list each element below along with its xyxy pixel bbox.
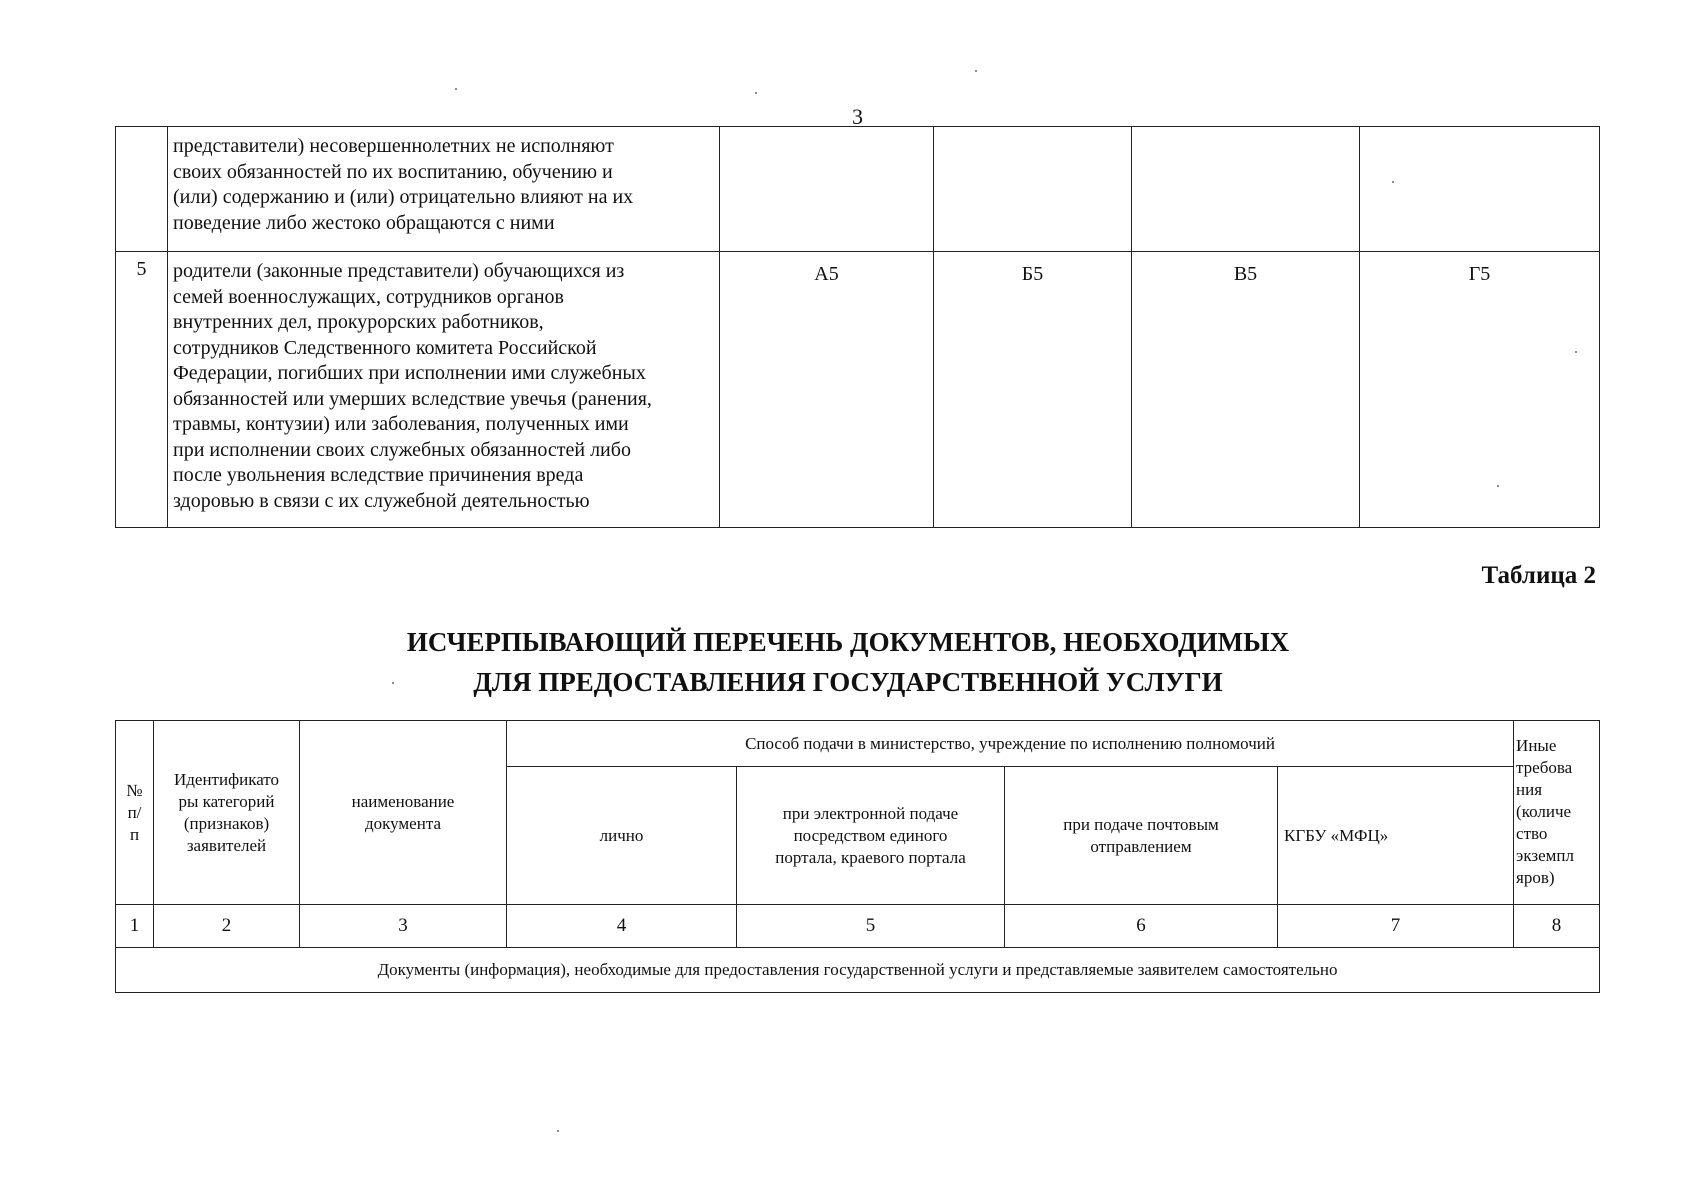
description-line: после увольнения вследствие причинения вреда: [173, 464, 584, 486]
header-text: ство: [1516, 824, 1548, 843]
header-text: яров): [1516, 868, 1555, 887]
scan-speck: [557, 1130, 559, 1132]
documents-table: [115, 720, 1600, 993]
header-text: №: [126, 780, 143, 800]
column-number: 8: [1514, 905, 1600, 948]
document-title: [0, 622, 1696, 702]
table-row: [116, 127, 1600, 252]
header-text: требова: [1516, 758, 1573, 777]
scan-speck: [975, 70, 977, 72]
title-line: ДЛЯ ПРЕДОСТАВЛЕНИЯ ГОСУДАРСТВЕННОЙ УСЛУГИ: [473, 667, 1223, 697]
description-line: (или) содержанию и (или) отрицательно влияют на их: [173, 186, 634, 208]
header-mfc: КГБУ «МФЦ»: [1278, 767, 1514, 905]
header-text: Идентификато: [173, 769, 280, 789]
column-number: 2: [154, 905, 300, 948]
header-text: (признаков): [183, 813, 270, 833]
column-number: 3: [300, 905, 507, 948]
header-row: [116, 721, 1600, 767]
code-b: [934, 127, 1132, 252]
column-number: 5: [737, 905, 1005, 948]
header-submission-method: Способ подачи в министерство, учреждение по исполнению полномочий: [507, 721, 1514, 767]
column-number: 4: [507, 905, 737, 948]
header-text: (количе: [1516, 802, 1572, 821]
table-row: [116, 252, 1600, 528]
header-other-requirements: [1514, 721, 1600, 905]
scan-speck: [755, 92, 757, 94]
description-line: внутренних дел, прокурорских работников,: [173, 311, 544, 333]
section-row: [116, 948, 1600, 993]
header-postal: [1005, 767, 1278, 905]
title-line: ИСЧЕРПЫВАЮЩИЙ ПЕРЕЧЕНЬ ДОКУМЕНТОВ, НЕОБХОДИМЫХ: [406, 627, 1290, 657]
description-line: при исполнении своих служебных обязанностей либо: [173, 438, 631, 461]
header-text: экземпл: [1516, 846, 1574, 865]
description-line: своих обязанностей по их воспитанию, обучению и: [173, 160, 613, 183]
header-in-person: лично: [507, 767, 737, 905]
code-v: [1132, 127, 1360, 252]
code-g: Г5: [1360, 252, 1600, 528]
header-text: документа: [364, 813, 442, 833]
header-text: наименование: [351, 791, 455, 811]
section-title: Документы (информация), необходимые для предоставления государственной услуги и представляемые заявителем самостоятельно: [116, 948, 1600, 993]
header-text: при электронной подаче: [782, 803, 959, 823]
column-number: 6: [1005, 905, 1278, 948]
category-description: [168, 127, 720, 252]
table-label: Таблица 2: [1481, 562, 1596, 589]
header-text: Иные: [1516, 736, 1557, 755]
description-line: сотрудников Следственного комитета Российской: [173, 336, 597, 359]
header-document-name: [300, 721, 507, 905]
description-line: родители (законные представители) обучающихся из: [173, 260, 625, 282]
header-electronic: [737, 767, 1005, 905]
description-line: представители) несовершеннолетних не исполняют: [173, 135, 614, 157]
categories-table-continuation: [115, 126, 1600, 528]
description-line: Федерации, погибших при исполнении ими служебных: [173, 362, 646, 384]
column-number: 1: [116, 905, 154, 948]
column-number-row: [116, 905, 1600, 948]
page-number: 3: [852, 104, 863, 129]
code-b: Б5: [934, 252, 1132, 528]
header-identifiers: [154, 721, 300, 905]
header-text: п/: [127, 802, 142, 822]
code-a: А5: [720, 252, 934, 528]
header-text: портала, краевого портала: [775, 847, 966, 867]
code-v: В5: [1132, 252, 1360, 528]
header-text: отправлением: [1090, 836, 1192, 856]
scan-speck: [1575, 351, 1577, 353]
description-line: поведение либо жестоко обращаются с ними: [173, 211, 555, 234]
header-text: ния: [1516, 780, 1543, 799]
row-number: 5: [116, 252, 168, 528]
column-number: 7: [1278, 905, 1514, 948]
header-text: п: [129, 824, 140, 844]
description-line: здоровью в связи с их служебной деятельностью: [173, 489, 590, 512]
scan-speck: [392, 682, 394, 684]
header-text: посредством единого: [793, 825, 948, 845]
code-a: [720, 127, 934, 252]
header-num: [116, 721, 154, 905]
description-line: травмы, контузии) или заболевания, полученных ими: [173, 413, 629, 435]
description-line: обязанностей или умерших вследствие увечья (ранения,: [173, 387, 652, 410]
row-number: [116, 127, 168, 252]
header-text: заявителей: [186, 835, 267, 855]
code-g: [1360, 127, 1600, 252]
scan-speck: [455, 88, 457, 90]
category-description: [168, 252, 720, 528]
scan-speck: [1497, 485, 1499, 487]
header-text: при подаче почтовым: [1063, 814, 1219, 834]
scan-speck: [1392, 181, 1394, 183]
description-line: семей военнослужащих, сотрудников органов: [173, 285, 564, 308]
header-text: ры категорий: [178, 791, 275, 811]
